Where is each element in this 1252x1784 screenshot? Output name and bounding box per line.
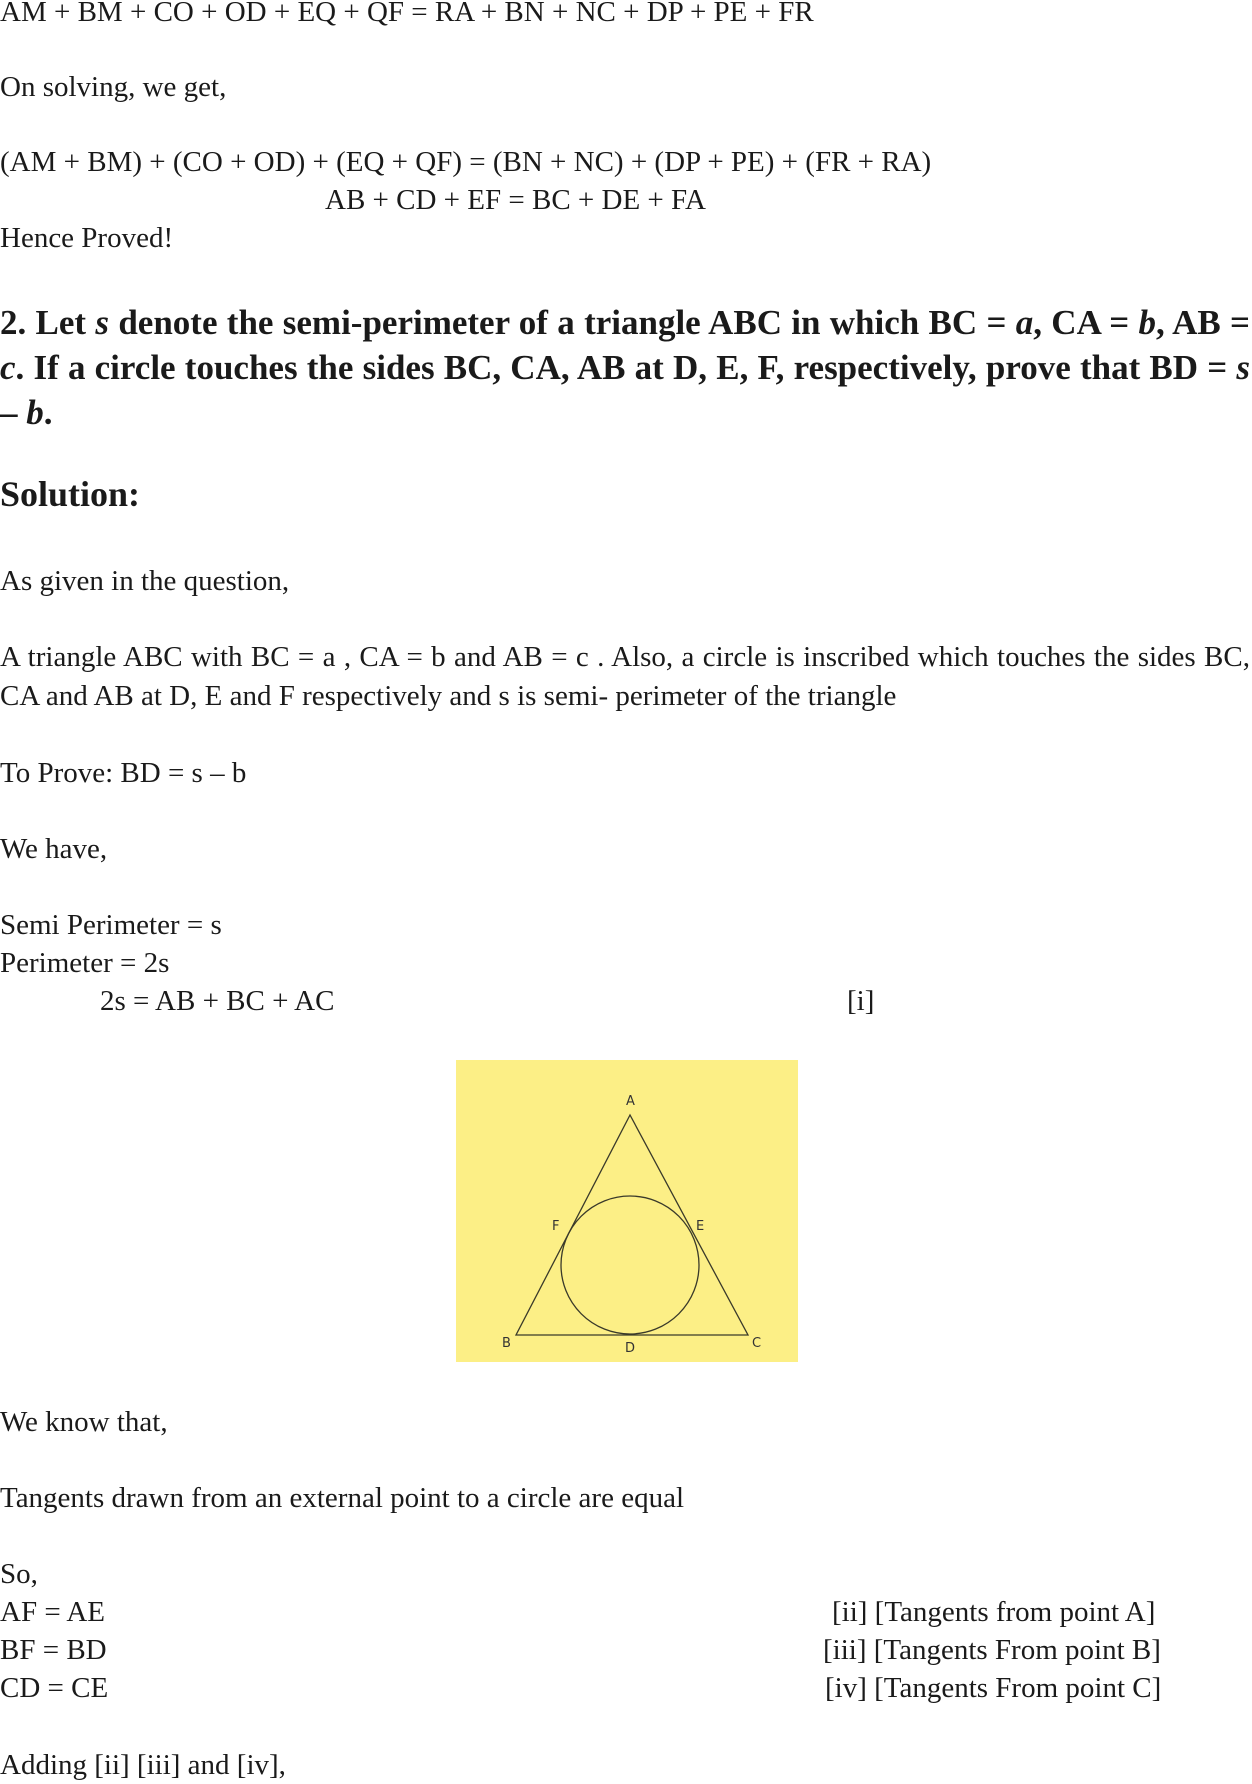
we-have-text: We have,: [0, 833, 108, 865]
to-prove: To Prove: BD = s – b: [0, 757, 247, 789]
equation-i-tag: [i]: [847, 985, 875, 1017]
equation-result: AB + CD + EF = BC + DE + FA: [325, 184, 706, 216]
vertex-a-label: A: [626, 1094, 635, 1109]
we-know-text: We know that,: [0, 1406, 168, 1438]
point-d-label: D: [625, 1341, 636, 1356]
given-intro: As given in the question,: [0, 565, 290, 597]
equation-iv: CD = CE: [0, 1672, 109, 1704]
point-e-label: E: [696, 1219, 705, 1234]
tangent-fact: Tangents drawn from an external point to a circle are equal: [0, 1482, 685, 1514]
semi-perimeter-line: Semi Perimeter = s: [0, 909, 222, 941]
perimeter-line: Perimeter = 2s: [0, 947, 170, 979]
equation-iii-tag: [iii] [Tangents From point B]: [823, 1634, 1161, 1666]
solution-heading: Solution:: [0, 474, 141, 514]
adding-text: Adding [ii] [iii] and [iv],: [0, 1749, 286, 1781]
equation-grouped: (AM + BM) + (CO + OD) + (EQ + QF) = (BN + NC) + (DP + PE) + (FR + RA): [0, 146, 932, 178]
equation-ii: AF = AE: [0, 1596, 105, 1628]
equation-sum-segments: AM + BM + CO + OD + EQ + QF = RA + BN + NC + DP + PE + FR: [0, 0, 814, 28]
incircle-triangle-figure: [456, 1060, 798, 1362]
so-text: So,: [0, 1558, 38, 1590]
equation-i: 2s = AB + BC + AC: [100, 985, 335, 1017]
equation-iii: BF = BD: [0, 1634, 107, 1666]
point-f-label: F: [552, 1219, 560, 1234]
hence-proved-text: Hence Proved!: [0, 222, 174, 254]
equation-ii-tag: [ii] [Tangents from point A]: [832, 1596, 1156, 1628]
given-text: A triangle ABC with BC = a , CA = b and AB = c . Also, a circle is inscribed which touches the sides BC, CA and AB at D, E and F respectively and s is semi- perimeter of the triangle: [0, 641, 1250, 712]
on-solving-text: On solving, we get,: [0, 71, 227, 103]
vertex-c-label: C: [752, 1336, 762, 1351]
vertex-b-label: B: [502, 1336, 511, 1351]
question-2: 2. Let s denote the semi-perimeter of a triangle ABC in which BC = a, CA = b, AB = c. If a circle touches the sides BC, CA, AB at D, E, F, respectively, prove that BD = s – b.: [0, 303, 1250, 432]
equation-iv-tag: [iv] [Tangents From point C]: [825, 1672, 1162, 1704]
